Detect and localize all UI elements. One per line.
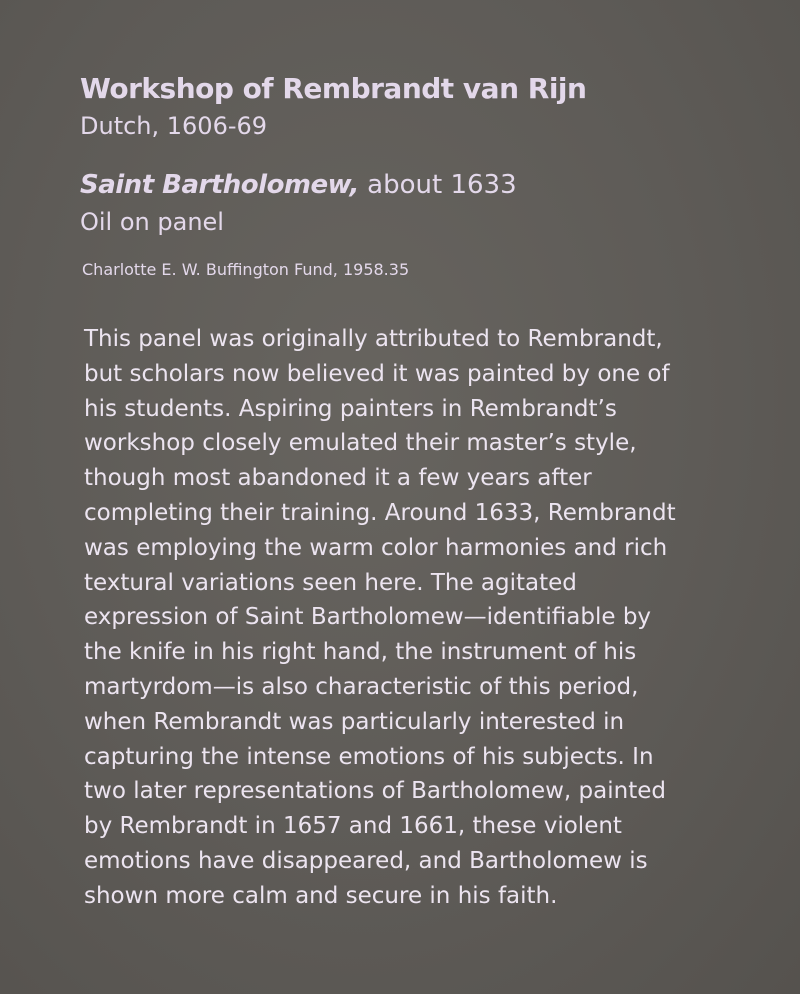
description-line: expression of Saint Bartholomew—identifiable by <box>84 604 652 631</box>
description-line: shown more calm and secure in his faith. <box>84 882 558 909</box>
description-text <box>84 322 744 914</box>
artist-nationality-dates: Dutch, 1606-69 <box>80 112 268 140</box>
description-line: completing their training. Around 1633, Rembrandt <box>84 499 676 526</box>
description-line: two later representations of Bartholomew, painted <box>84 778 666 805</box>
description-line: when Rembrandt was particularly interested in <box>84 708 625 735</box>
description-line: capturing the intense emotions of his subjects. In <box>84 743 654 770</box>
description-line: the knife in his right hand, the instrument of his <box>84 639 637 666</box>
description-line: his students. Aspiring painters in Rembrandt’s <box>84 395 617 422</box>
description-line: though most abandoned it a few years after <box>84 465 592 492</box>
credit-line: Charlotte E. W. Buffington Fund, 1958.35 <box>82 260 410 279</box>
artwork-title: Saint Bartholomew, <box>80 170 359 200</box>
artist-name: Workshop of Rembrandt van Rijn <box>80 72 587 105</box>
description-line: but scholars now believed it was painted by one of <box>84 360 670 387</box>
description-line: workshop closely emulated their master’s style, <box>84 430 637 457</box>
artwork-title-line <box>80 170 517 200</box>
description-line: emotions have disappeared, and Bartholomew is <box>84 847 648 874</box>
description-line: This panel was originally attributed to Rembrandt, <box>84 326 663 352</box>
artwork-medium: Oil on panel <box>80 208 224 236</box>
description-line: was employing the warm color harmonies and rich <box>84 534 668 561</box>
description-line: martyrdom—is also characteristic of this period, <box>84 673 639 700</box>
description-line: by Rembrandt in 1657 and 1661, these violent <box>84 813 622 840</box>
description-line: textural variations seen here. The agitated <box>84 569 577 596</box>
artwork-date: about 1633 <box>367 170 517 200</box>
